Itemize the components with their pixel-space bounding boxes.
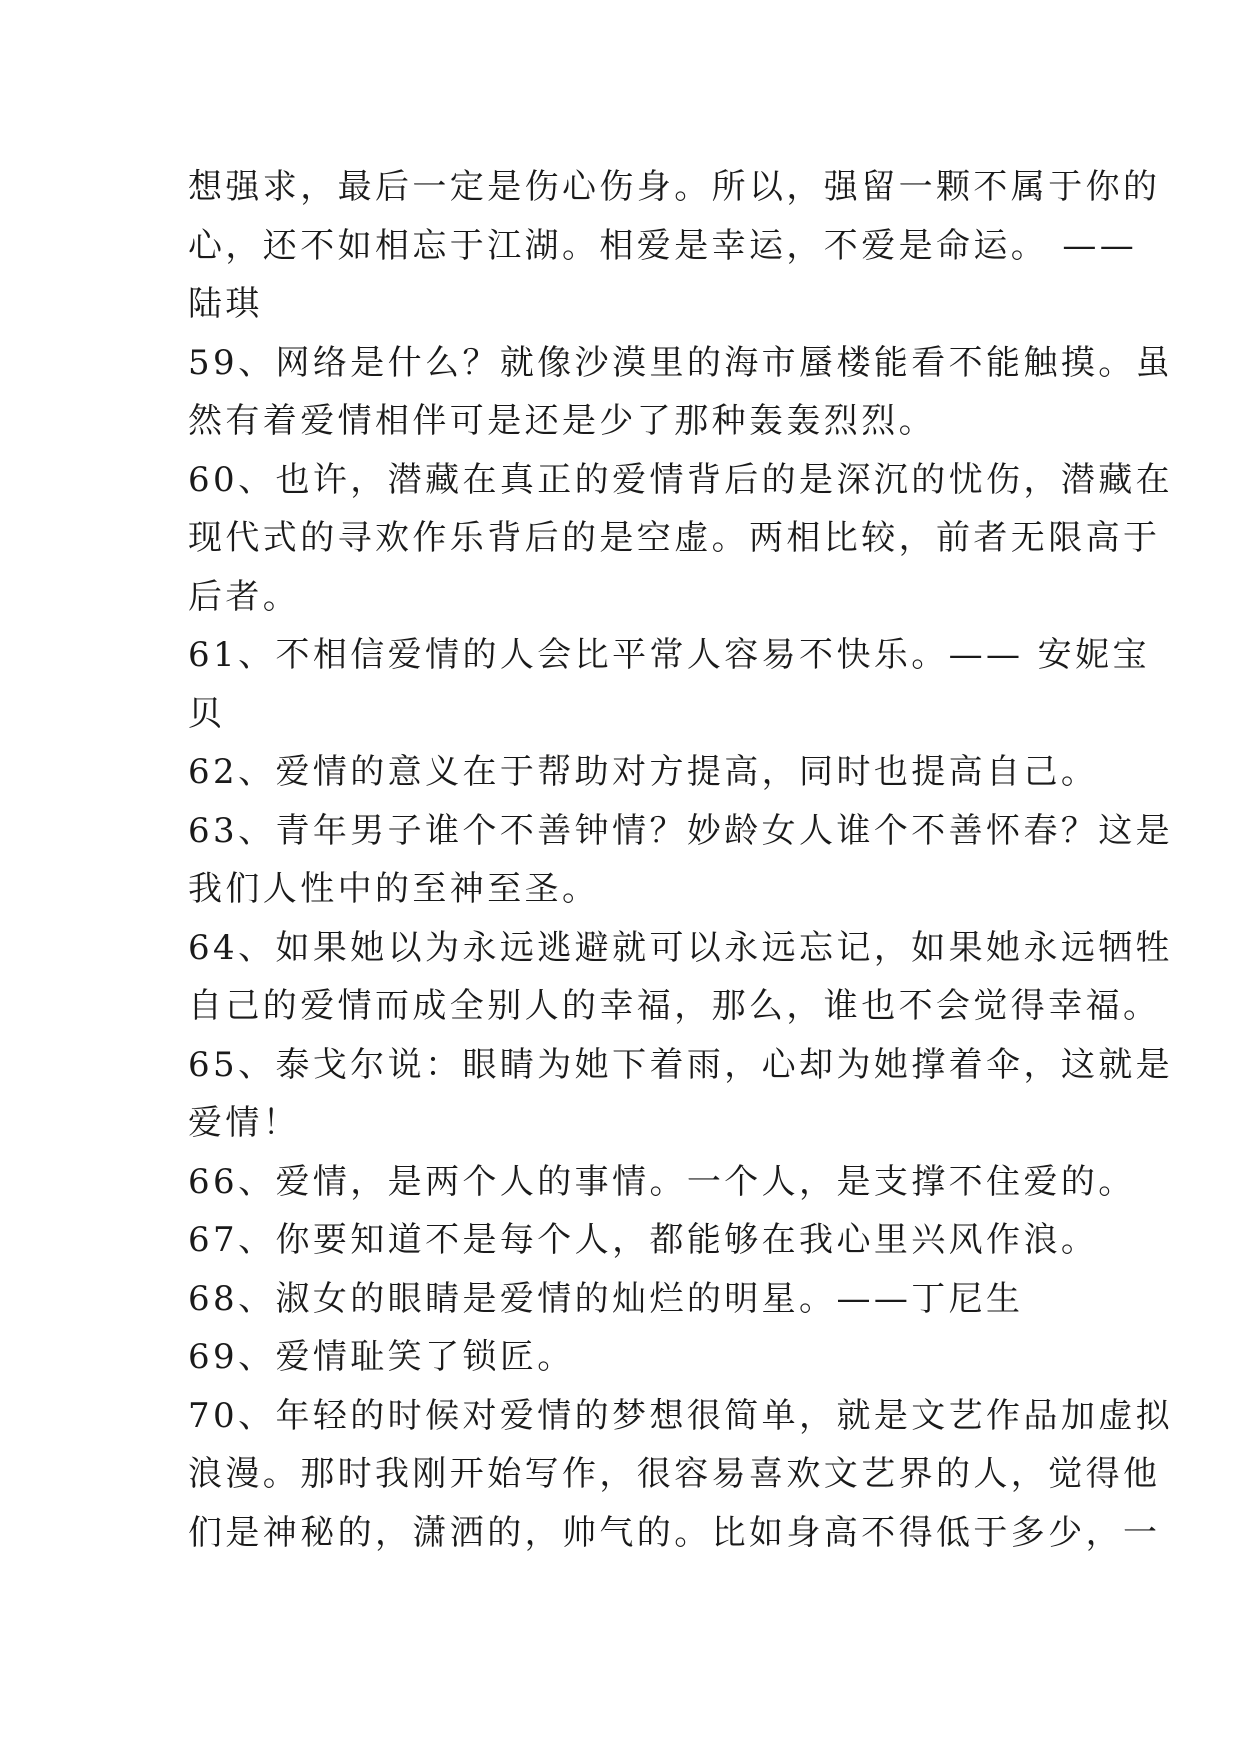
- text-line: 69、爱情耻笑了锁匠。: [188, 1337, 575, 1377]
- document-body: [188, 158, 1174, 1562]
- text-line: 59、网络是什么？就像沙漠里的海市蜃楼能看不能触摸。虽: [188, 342, 1174, 383]
- text-line: 66、爱情，是两个人的事情。一个人，是支撑不住爱的。: [188, 1161, 1136, 1202]
- text-line: 浪漫。那时我刚开始写作，很容易喜欢文艺界的人，觉得他: [188, 1454, 1161, 1494]
- text-line: 60、也许，潜藏在真正的爱情背后的是深沉的忧伤，潜藏在: [188, 459, 1174, 500]
- text-line: 64、如果她以为永远逃避就可以永远忘记，如果她永远牺牲: [188, 927, 1174, 968]
- text-line: 心，还不如相忘于江湖。相爱是幸运，不爱是命运。 ——: [188, 225, 1138, 266]
- text-line: 贝: [188, 693, 226, 734]
- text-line: 现代式的寻欢作乐背后的是空虚。两相比较，前者无限高于: [188, 518, 1161, 558]
- text-line: 68、淑女的眼睛是爱情的灿烂的明星。——丁尼生: [188, 1278, 1024, 1319]
- text-line: 然有着爱情相伴可是还是少了那种轰轰烈烈。: [188, 401, 936, 441]
- text-line: 63、青年男子谁个不善钟情？妙龄女人谁个不善怀春？这是: [188, 810, 1174, 851]
- text-line: 后者。: [188, 576, 301, 617]
- text-line: 爱情！: [188, 1103, 301, 1143]
- text-line: 61、不相信爱情的人会比平常人容易不快乐。—— 安妮宝: [188, 635, 1150, 675]
- text-line: 62、爱情的意义在于帮助对方提高，同时也提高自己。: [188, 752, 1099, 792]
- text-line: 陆琪: [188, 284, 263, 324]
- text-line: 想强求，最后一定是伤心伤身。所以，强留一颗不属于你的: [188, 167, 1161, 207]
- text-line: 65、泰戈尔说：眼睛为她下着雨，心却为她撑着伞，这就是: [188, 1044, 1174, 1085]
- text-line: 自己的爱情而成全别人的幸福，那么，谁也不会觉得幸福。: [188, 986, 1161, 1026]
- text-line: 70、年轻的时候对爱情的梦想很简单，就是文艺作品加虚拟: [188, 1395, 1174, 1436]
- text-line: 们是神秘的，潇洒的，帅气的。比如身高不得低于多少，一: [188, 1512, 1161, 1553]
- text-line: 67、你要知道不是每个人，都能够在我心里兴风作浪。: [188, 1220, 1099, 1260]
- text-line: 我们人性中的至神至圣。: [188, 869, 600, 909]
